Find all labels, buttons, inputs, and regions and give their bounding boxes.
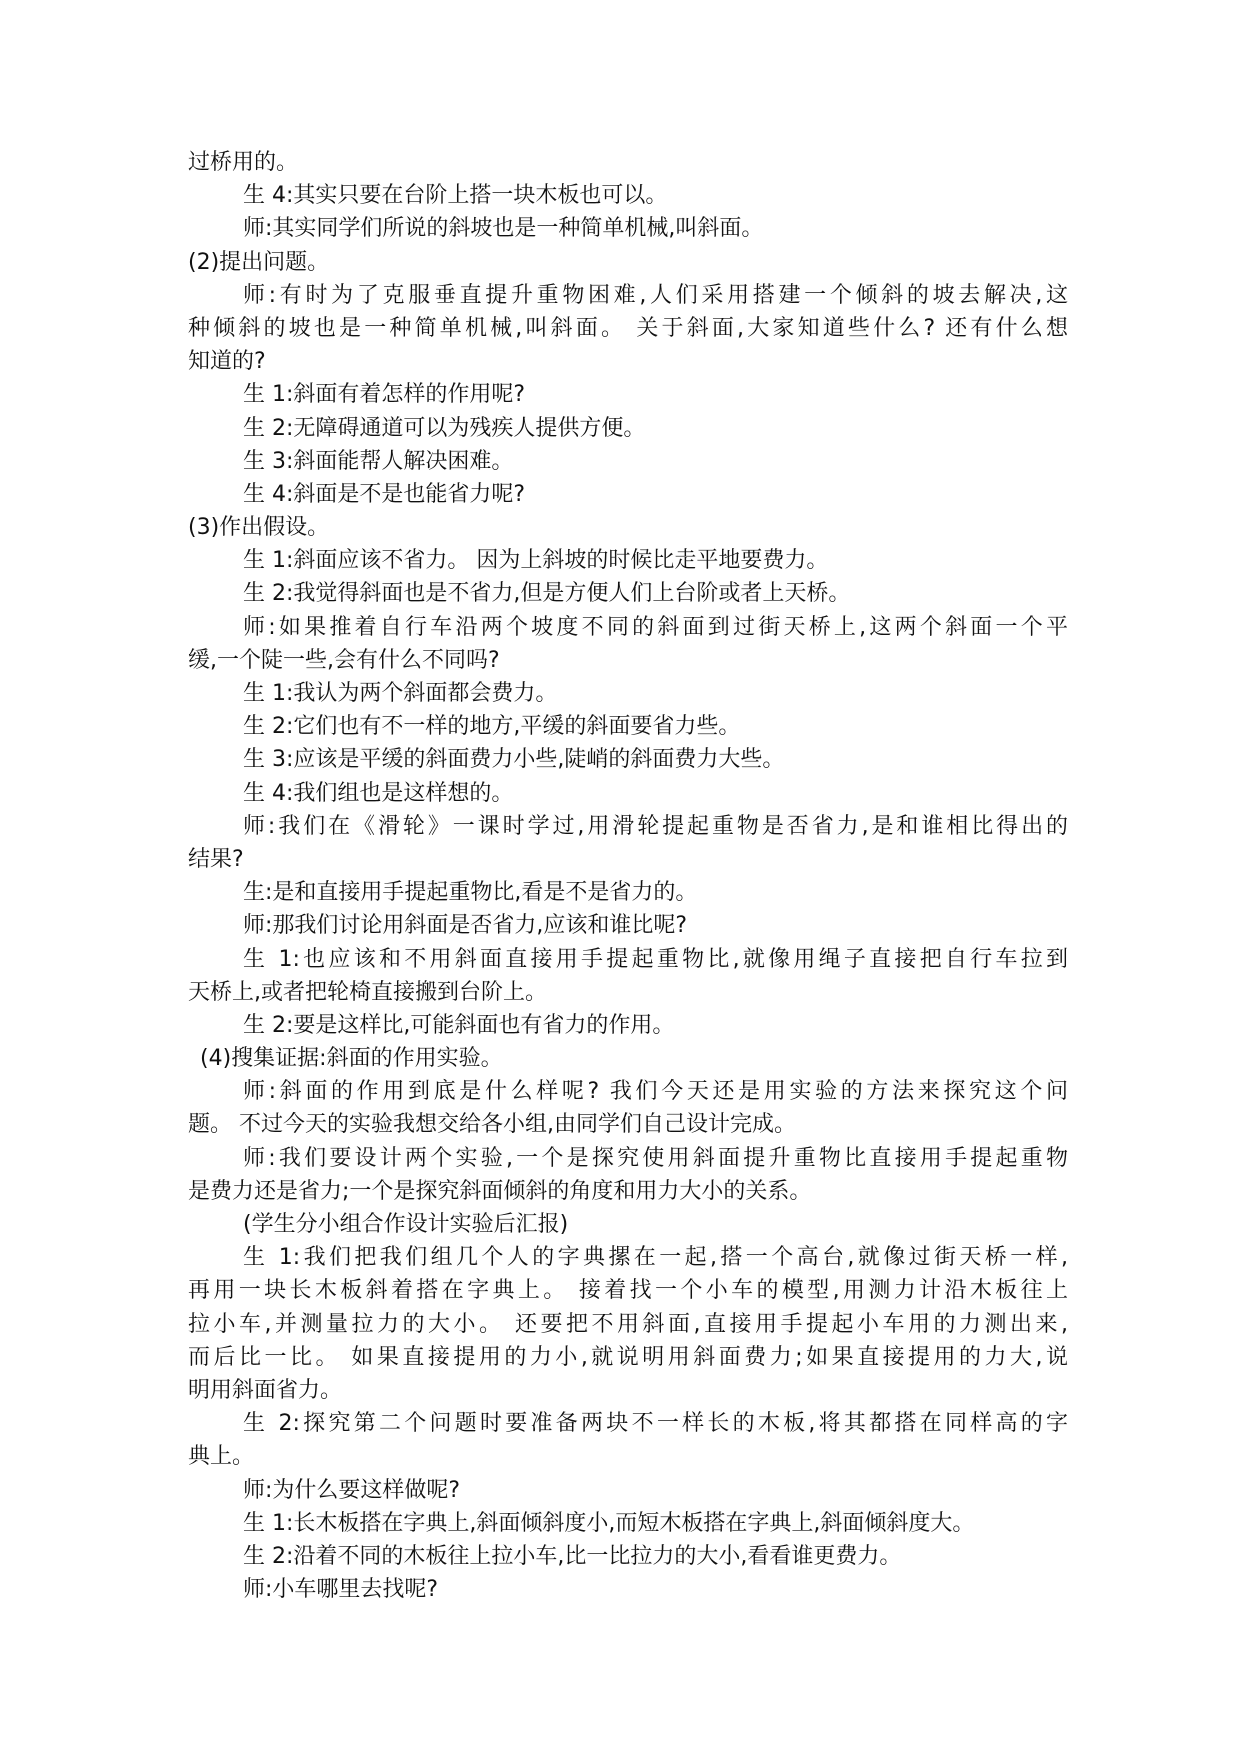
- text-line: 缓,一个陡一些,会有什么不同吗?: [188, 647, 500, 673]
- text-line: 题。 不过今天的实验我想交给各小组,由同学们自己设计完成。: [188, 1112, 796, 1138]
- text-line: 生 2:沿着不同的木板往上拉小车,比一比拉力的大小,看看谁更费力。: [243, 1543, 902, 1569]
- text-line: 师:我们在《滑轮》一课时学过,用滑轮提起重物是否省力,是和谁相比得出的: [243, 813, 1068, 839]
- text-line: 生 3:应该是平缓的斜面费力小些,陡峭的斜面费力大些。: [243, 747, 785, 773]
- text-line: 明用斜面省力。: [188, 1377, 343, 1403]
- text-line: 生 1:我们把我们组几个人的字典摞在一起,搭一个高台,就像过街天桥一样,: [243, 1245, 1068, 1271]
- text-line: 生 4:我们组也是这样想的。: [243, 780, 514, 806]
- text-line: 生 2:我觉得斜面也是不省力,但是方便人们上台阶或者上天桥。: [243, 581, 851, 607]
- text-line: 生 2:探究第二个问题时要准备两块不一样长的木板,将其都搭在同样高的字: [243, 1411, 1068, 1437]
- text-line: 拉小车,并测量拉力的大小。 还要把不用斜面,直接用手提起小车用的力测出来,: [188, 1311, 1068, 1337]
- text-line: 师:其实同学们所说的斜坡也是一种简单机械,叫斜面。: [243, 216, 764, 242]
- text-line: 生 2:它们也有不一样的地方,平缓的斜面要省力些。: [243, 714, 741, 740]
- text-line: 师:我们要设计两个实验,一个是探究使用斜面提升重物比直接用手提起重物: [243, 1145, 1068, 1171]
- text-line: 生 1:我认为两个斜面都会费力。: [243, 681, 558, 706]
- text-line: 生 1:也应该和不用斜面直接用手提起重物比,就像用绳子直接把自行车拉到: [243, 946, 1068, 972]
- text-line: 师:为什么要这样做呢?: [243, 1477, 461, 1503]
- text-line: 生 2:要是这样比,可能斜面也有省力的作用。: [243, 1012, 675, 1038]
- document-page: [188, 146, 1068, 1606]
- text-line: 师:有时为了克服垂直提升重物困难,人们采用搭建一个倾斜的坡去解决,这: [243, 282, 1068, 308]
- text-line: 结果?: [188, 846, 244, 872]
- text-line: 师:那我们讨论用斜面是否省力,应该和谁比呢?: [243, 913, 688, 939]
- text-line: 再用一块长木板斜着搭在字典上。 接着找一个小车的模型,用测力计沿木板往上: [188, 1278, 1068, 1304]
- text-line: 生 1:长木板搭在字典上,斜面倾斜度小,而短木板搭在字典上,斜面倾斜度大。: [243, 1510, 975, 1536]
- text-line: 典上。: [188, 1444, 255, 1470]
- section-heading: (2)提出问题。: [188, 249, 330, 275]
- text-line: 生 4:斜面是不是也能省力呢?: [243, 481, 526, 507]
- section-heading: (3)作出假设。: [188, 515, 330, 541]
- text-line: 生:是和直接用手提起重物比,看是不是省力的。: [243, 880, 698, 906]
- text-line: 种倾斜的坡也是一种简单机械,叫斜面。 关于斜面,大家知道些什么? 还有什么想: [188, 315, 1068, 341]
- text-line: 师:如果推着自行车沿两个坡度不同的斜面到过街天桥上,这两个斜面一个平: [243, 614, 1068, 640]
- text-line: 师:小车哪里去找呢?: [243, 1577, 439, 1603]
- text-line: 天桥上,或者把轮椅直接搬到台阶上。: [188, 979, 547, 1005]
- text-line: 生 2:无障碍通道可以为残疾人提供方便。: [243, 415, 646, 441]
- text-line: 而后比一比。 如果直接提用的力小,就说明用斜面费力;如果直接提用的力大,说: [188, 1344, 1068, 1370]
- text-line: 过桥用的。: [188, 150, 299, 175]
- text-line: 生 1:斜面应该不省力。 因为上斜坡的时候比走平地要费力。: [243, 548, 829, 574]
- text-line: 生 1:斜面有着怎样的作用呢?: [243, 382, 526, 408]
- text-line: 是费力还是省力;一个是探究斜面倾斜的角度和用力大小的关系。: [188, 1178, 812, 1204]
- text-line: 生 4:其实只要在台阶上搭一块木板也可以。: [243, 183, 668, 209]
- text-line: 生 3:斜面能帮人解决困难。: [243, 448, 514, 474]
- text-line: (学生分小组合作设计实验后汇报): [243, 1212, 569, 1237]
- section-heading: (4)搜集证据:斜面的作用实验。: [200, 1046, 503, 1072]
- text-line: 知道的?: [188, 349, 266, 375]
- text-line: 师:斜面的作用到底是什么样呢? 我们今天还是用实验的方法来探究这个问: [243, 1079, 1068, 1105]
